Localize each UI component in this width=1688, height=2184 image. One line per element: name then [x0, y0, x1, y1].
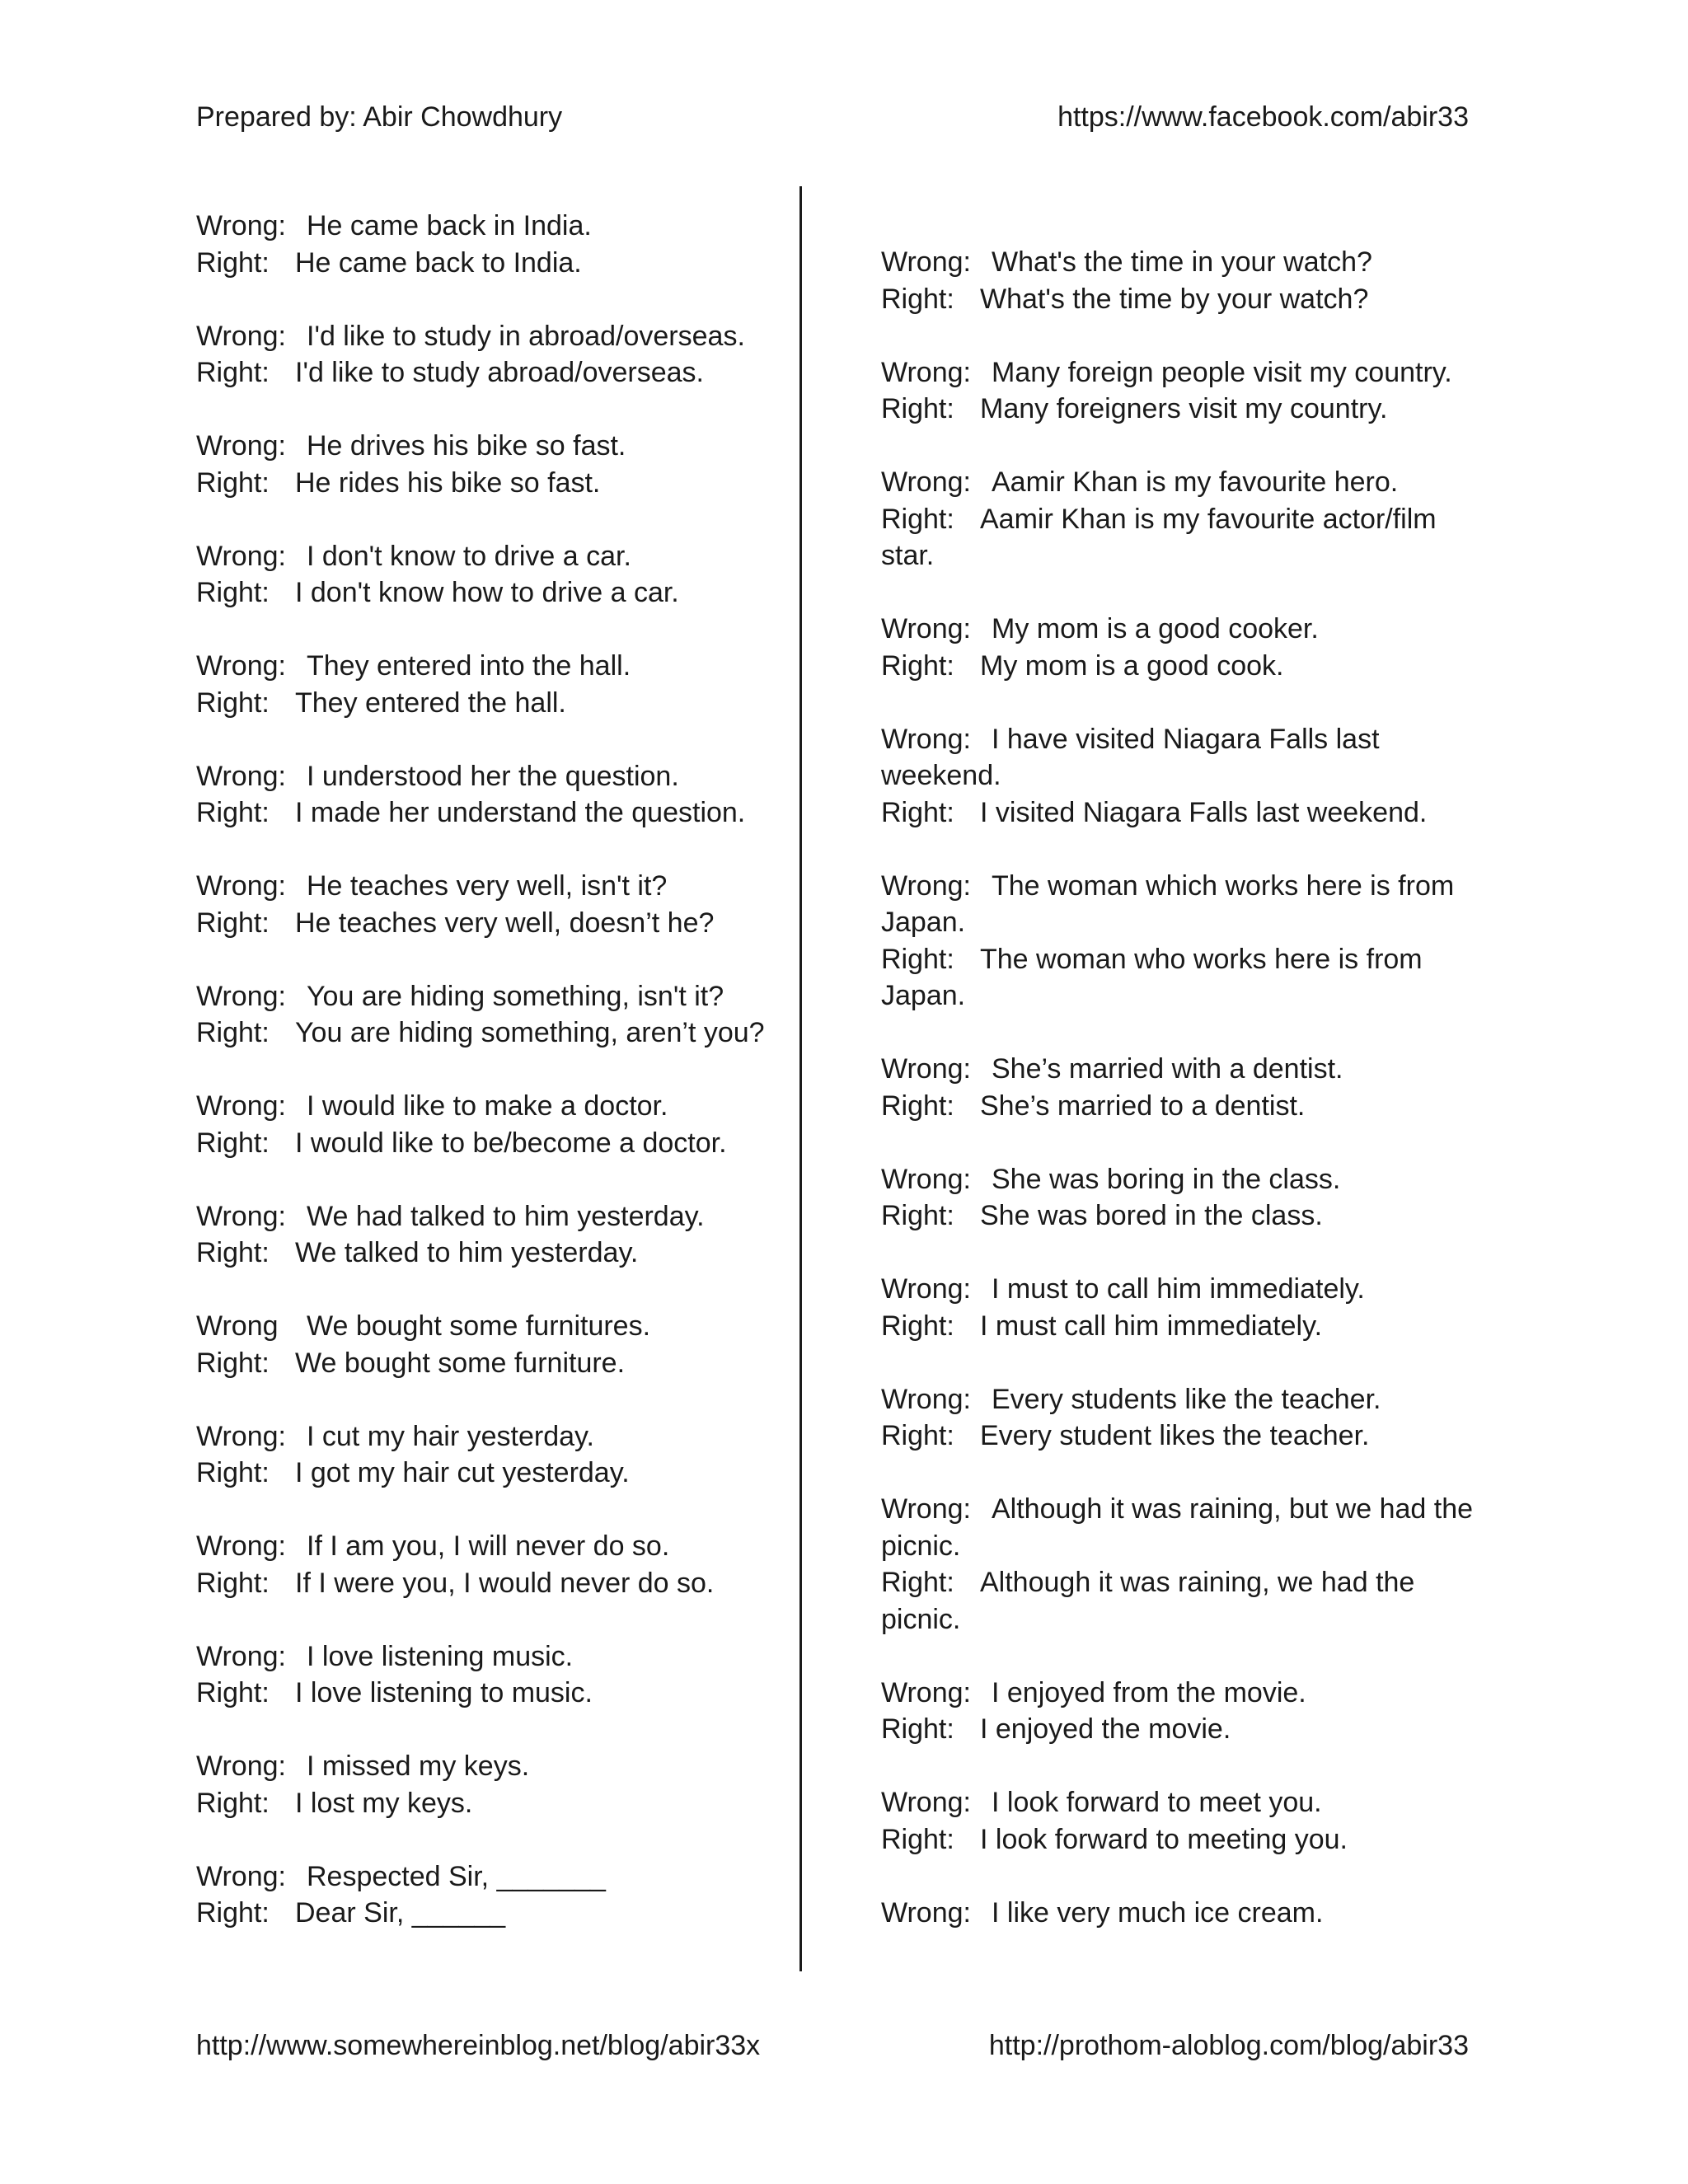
wrong-label: Wrong:: [196, 1640, 286, 1672]
wrong-label: Wrong:: [196, 1090, 286, 1122]
right-sentence: He rides his bike so fast.: [295, 466, 601, 499]
wrong-sentence: He teaches very well, isn't it?: [307, 870, 668, 902]
right-label: Right:: [196, 1347, 270, 1379]
right-line: [196, 1455, 790, 1492]
right-line: [881, 281, 1475, 318]
sentence-pair: [881, 1381, 1475, 1455]
facebook-link[interactable]: https://www.facebook.com/abir33: [1057, 101, 1469, 133]
right-sentence: What's the time by your watch?: [980, 283, 1369, 315]
wrong-sentence: I cut my hair yesterday.: [307, 1420, 594, 1452]
wrong-line: [881, 1271, 1475, 1308]
wrong-label: Wrong:: [196, 540, 286, 572]
wrong-line: [196, 1198, 790, 1235]
right-label: Right:: [196, 466, 270, 499]
right-line: [881, 501, 1475, 574]
wrong-sentence: Many foreign people visit my country.: [992, 356, 1452, 388]
wrong-label: Wrong:: [881, 1676, 971, 1708]
left-column: [196, 208, 790, 1968]
wrong-sentence: He came back in India.: [307, 210, 592, 241]
wrong-label: Wrong:: [881, 356, 971, 388]
right-line: [881, 794, 1475, 832]
sentence-pair: [881, 1051, 1475, 1124]
wrong-label: Wrong:: [881, 246, 971, 278]
column-divider: [799, 186, 802, 1971]
right-line: [881, 941, 1475, 1015]
sentence-pair: [196, 978, 790, 1052]
right-line: [881, 648, 1475, 685]
sentence-pair: [196, 208, 790, 281]
wrong-sentence: Every students like the teacher.: [992, 1383, 1381, 1415]
wrong-label: Wrong:: [881, 723, 971, 755]
wrong-label: Wrong:: [881, 1493, 971, 1525]
right-label: Right:: [196, 1017, 270, 1048]
wrong-line: [881, 611, 1475, 648]
wrong-sentence: I love listening music.: [307, 1640, 574, 1672]
wrong-sentence: The woman which works here is from Japan.: [881, 869, 1455, 938]
blog-link-left[interactable]: http://www.somewhereinblog.net/blog/abir33x: [196, 2030, 761, 2061]
right-sentence: I got my hair cut yesterday.: [295, 1457, 630, 1488]
sentence-pair: [196, 1308, 790, 1381]
wrong-line: [196, 428, 790, 465]
wrong-label: Wrong:: [881, 1896, 971, 1929]
right-label: Right:: [196, 1237, 270, 1268]
right-line: [881, 1088, 1475, 1125]
right-label: Right:: [196, 357, 270, 388]
wrong-sentence: We bought some furnitures.: [307, 1310, 651, 1342]
right-line: [196, 245, 790, 282]
wrong-label: Wrong:: [881, 1163, 971, 1195]
wrong-line: [881, 1675, 1475, 1712]
wrong-sentence: What's the time in your watch?: [992, 246, 1372, 278]
wrong-label: Wrong:: [196, 1530, 286, 1562]
right-sentence: I'd like to study abroad/overseas.: [295, 357, 704, 388]
wrong-label: Wrong:: [196, 1200, 286, 1232]
wrong-sentence: You are hiding something, isn't it?: [307, 980, 724, 1012]
right-line: [196, 1125, 790, 1162]
right-line: [196, 685, 790, 722]
right-sentence: We bought some furniture.: [295, 1347, 626, 1379]
wrong-line: [881, 244, 1475, 281]
right-line: [881, 391, 1475, 428]
wrong-sentence: We had talked to him yesterday.: [307, 1200, 705, 1232]
right-sentence: I must call him immediately.: [980, 1310, 1323, 1342]
wrong-label: Wrong:: [881, 1053, 971, 1085]
wrong-line: [196, 208, 790, 245]
wrong-line: [196, 1308, 790, 1345]
right-line: [881, 1418, 1475, 1455]
wrong-line: [881, 868, 1475, 941]
wrong-label: Wrong:: [881, 1273, 971, 1305]
wrong-line: [196, 1418, 790, 1455]
right-line: [881, 1821, 1475, 1858]
sentence-pair: [881, 244, 1475, 317]
sentence-pair: [196, 428, 790, 501]
right-label: Right:: [196, 1127, 270, 1159]
sentence-pair: [196, 1638, 790, 1712]
right-sentence: I lost my keys.: [295, 1787, 473, 1819]
wrong-label: Wrong:: [196, 1750, 286, 1782]
wrong-label: Wrong:: [196, 650, 286, 682]
wrong-line: [881, 1895, 1475, 1932]
wrong-sentence: Although it was raining, but we had the picnic.: [881, 1493, 1474, 1562]
right-sentence: Dear Sir, ______: [295, 1897, 506, 1929]
right-line: [196, 1235, 790, 1272]
right-label: Right:: [881, 503, 954, 535]
right-label: Right:: [881, 1420, 954, 1451]
right-line: [196, 1015, 790, 1052]
right-label: Right:: [881, 649, 954, 682]
right-sentence: The woman who works here is from Japan.: [881, 943, 1423, 1011]
right-label: Right:: [881, 1823, 954, 1855]
right-sentence: They entered the hall.: [295, 687, 566, 719]
right-line: [196, 574, 790, 612]
right-label: Right:: [196, 1457, 270, 1488]
wrong-sentence: I'd like to study in abroad/overseas.: [307, 320, 745, 352]
right-line: [881, 1564, 1475, 1638]
right-line: [196, 354, 790, 391]
wrong-sentence: I like very much ice cream.: [992, 1896, 1324, 1929]
right-line: [196, 1895, 790, 1932]
right-line: [196, 1345, 790, 1382]
right-sentence: She’s married to a dentist.: [980, 1090, 1306, 1122]
right-sentence: Every student likes the teacher.: [980, 1420, 1370, 1451]
sentence-pair: [196, 1418, 790, 1492]
wrong-label: Wrong:: [196, 760, 286, 792]
wrong-line: [881, 1161, 1475, 1198]
wrong-line: [196, 648, 790, 685]
sentence-pair: [196, 1748, 790, 1821]
right-sentence: I visited Niagara Falls last weekend.: [980, 796, 1428, 828]
wrong-line: [196, 1088, 790, 1125]
right-sentence: We talked to him yesterday.: [295, 1237, 639, 1268]
wrong-sentence: I would like to make a doctor.: [307, 1090, 668, 1122]
right-sentence: I enjoyed the movie.: [980, 1713, 1231, 1745]
sentence-pair: [881, 1784, 1475, 1858]
wrong-line: [196, 868, 790, 905]
right-label: Right:: [196, 246, 270, 279]
right-line: [881, 1308, 1475, 1345]
right-label: Right:: [196, 687, 270, 719]
right-sentence: She was bored in the class.: [980, 1200, 1323, 1231]
wrong-line: [196, 978, 790, 1015]
wrong-sentence: I don't know to drive a car.: [307, 540, 631, 572]
right-line: [196, 794, 790, 832]
sentence-pair: [881, 354, 1475, 428]
sentence-pair: [881, 721, 1475, 832]
right-sentence: Aamir Khan is my favourite actor/film star.: [881, 503, 1437, 571]
wrong-sentence: I have visited Niagara Falls last weekend.: [881, 723, 1380, 791]
wrong-sentence: I enjoyed from the movie.: [992, 1676, 1306, 1708]
right-line: [881, 1711, 1475, 1748]
right-label: Right:: [881, 1713, 954, 1745]
right-sentence: You are hiding something, aren’t you?: [295, 1017, 765, 1048]
wrong-label: Wrong:: [196, 320, 286, 352]
wrong-line: [881, 721, 1475, 794]
sentence-pair: [881, 611, 1475, 684]
sentence-pair: [881, 1895, 1475, 1932]
wrong-sentence: If I am you, I will never do so.: [307, 1530, 670, 1562]
right-line: [196, 1675, 790, 1712]
right-label: Right:: [881, 283, 954, 315]
right-sentence: My mom is a good cook.: [980, 649, 1284, 682]
prepared-by: Prepared by: Abir Chowdhury: [196, 101, 563, 133]
wrong-sentence: I must to call him immediately.: [992, 1273, 1365, 1305]
wrong-sentence: I missed my keys.: [307, 1750, 530, 1782]
wrong-line: [881, 1051, 1475, 1088]
wrong-sentence: He drives his bike so fast.: [307, 430, 626, 462]
wrong-sentence: I understood her the question.: [307, 760, 679, 792]
right-label: Right:: [196, 577, 270, 608]
right-sentence: Although it was raining, we had the picnic.: [881, 1567, 1415, 1635]
right-label: Right:: [881, 1200, 954, 1231]
wrong-label: Wrong:: [881, 1383, 971, 1415]
sentence-pair: [881, 868, 1475, 1015]
wrong-line: [881, 464, 1475, 501]
right-sentence: I don't know how to drive a car.: [295, 577, 679, 608]
right-sentence: I look forward to meeting you.: [980, 1823, 1348, 1855]
wrong-label: Wrong:: [881, 1787, 971, 1818]
sentence-pair: [881, 1491, 1475, 1638]
right-label: Right:: [881, 393, 954, 424]
sentence-pair: [196, 868, 790, 941]
wrong-sentence: Respected Sir, _______: [307, 1860, 606, 1892]
wrong-label: Wrong:: [196, 210, 286, 241]
sentence-pair: [881, 1675, 1475, 1748]
wrong-label: Wrong:: [881, 869, 971, 902]
right-sentence: If I were you, I would never do so.: [295, 1567, 715, 1599]
wrong-line: [196, 538, 790, 575]
sentence-pair: [196, 538, 790, 612]
wrong-label: Wrong:: [196, 870, 286, 902]
blog-link-right[interactable]: http://prothom-aloblog.com/blog/abir33: [988, 2030, 1469, 2061]
wrong-line: [196, 758, 790, 795]
right-line: [196, 905, 790, 942]
wrong-line: [881, 1784, 1475, 1821]
wrong-line: [196, 1528, 790, 1565]
wrong-label: Wrong:: [196, 1860, 286, 1892]
wrong-sentence: My mom is a good cooker.: [992, 613, 1319, 644]
wrong-label: Wrong:: [196, 430, 286, 462]
wrong-label: Wrong:: [881, 466, 971, 498]
sentence-pair: [881, 1271, 1475, 1344]
right-sentence: He came back to India.: [295, 246, 582, 279]
right-label: Right:: [881, 1310, 954, 1342]
wrong-line: [881, 1491, 1475, 1564]
wrong-line: [196, 318, 790, 355]
right-label: Right:: [196, 907, 270, 939]
sentence-pair: [196, 1088, 790, 1161]
right-column: [881, 244, 1475, 1968]
right-sentence: Many foreigners visit my country.: [980, 393, 1388, 424]
right-label: Right:: [881, 1567, 954, 1598]
sentence-pair: [881, 464, 1475, 574]
right-sentence: I made her understand the question.: [295, 797, 746, 828]
wrong-label: Wrong: [196, 1310, 279, 1342]
wrong-sentence: They entered into the hall.: [307, 650, 631, 682]
right-label: Right:: [196, 1897, 270, 1929]
sentence-pair: [196, 758, 790, 832]
right-label: Right:: [196, 1787, 270, 1819]
wrong-sentence: She was boring in the class.: [992, 1163, 1341, 1195]
sentence-pair: [196, 1858, 790, 1932]
wrong-line: [196, 1748, 790, 1785]
wrong-line: [881, 1381, 1475, 1418]
right-label: Right:: [196, 1677, 270, 1708]
wrong-line: [196, 1638, 790, 1675]
right-sentence: I would like to be/become a doctor.: [295, 1127, 727, 1159]
wrong-sentence: She’s married with a dentist.: [992, 1053, 1343, 1085]
wrong-sentence: Aamir Khan is my favourite hero.: [992, 466, 1399, 498]
right-sentence: I love listening to music.: [295, 1677, 593, 1708]
sentence-pair: [196, 648, 790, 721]
wrong-label: Wrong:: [196, 980, 286, 1012]
right-label: Right:: [196, 797, 270, 828]
wrong-line: [881, 354, 1475, 391]
sentence-pair: [196, 1528, 790, 1601]
wrong-sentence: I look forward to meet you.: [992, 1787, 1322, 1818]
wrong-label: Wrong:: [196, 1420, 286, 1452]
wrong-label: Wrong:: [881, 613, 971, 644]
right-line: [881, 1197, 1475, 1235]
right-label: Right:: [881, 943, 954, 975]
right-line: [196, 1565, 790, 1602]
sentence-pair: [196, 318, 790, 391]
wrong-line: [196, 1858, 790, 1896]
right-sentence: He teaches very well, doesn’t he?: [295, 907, 715, 939]
right-label: Right:: [881, 796, 954, 828]
right-line: [196, 1785, 790, 1822]
right-line: [196, 465, 790, 502]
sentence-pair: [881, 1161, 1475, 1235]
right-label: Right:: [881, 1090, 954, 1122]
right-label: Right:: [196, 1567, 270, 1599]
sentence-pair: [196, 1198, 790, 1272]
